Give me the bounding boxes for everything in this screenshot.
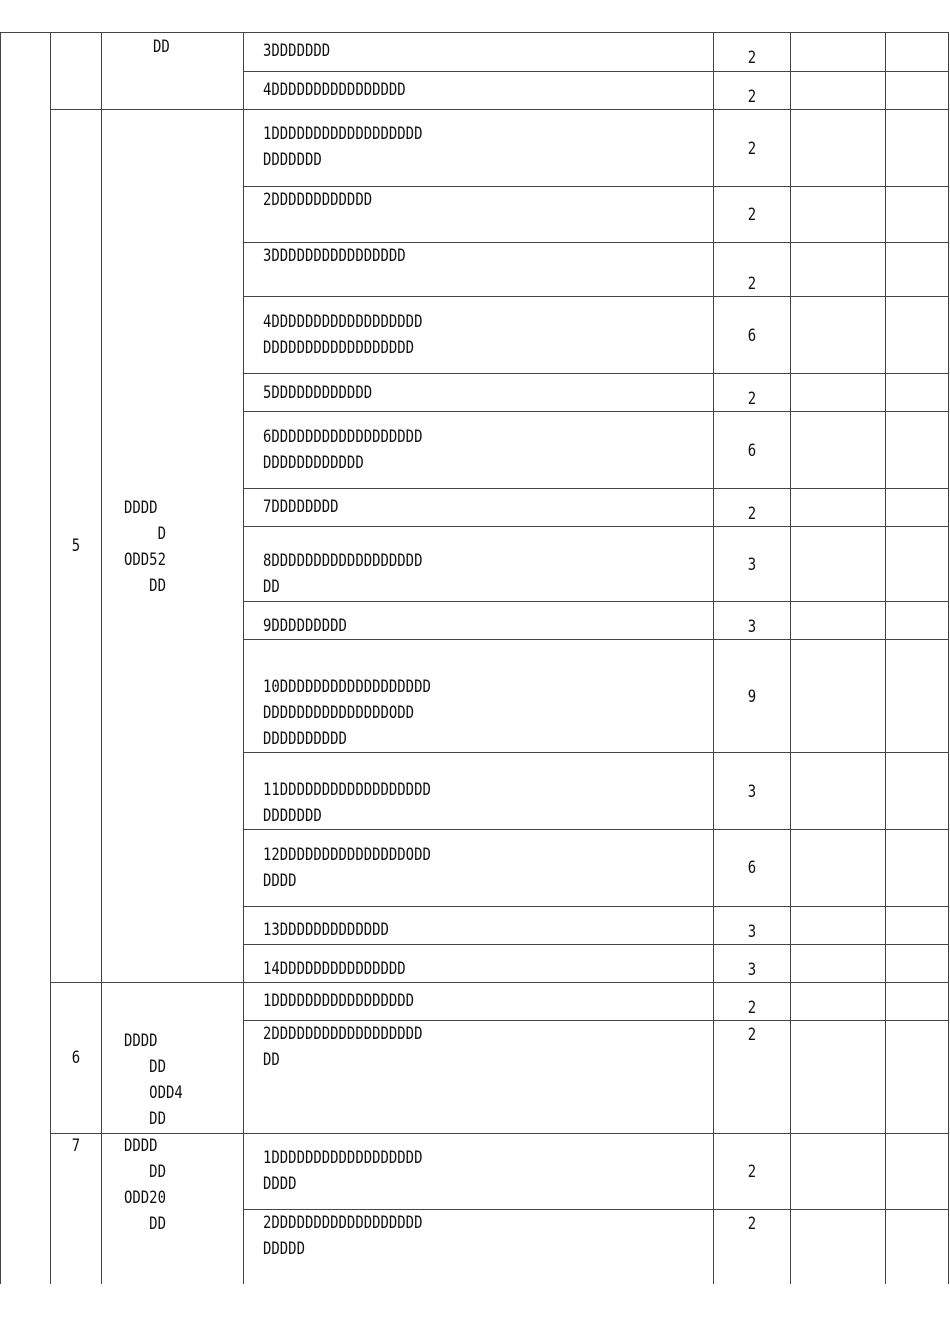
row-hours: 2 (747, 504, 757, 524)
row-content: 3DDDDDDDDDDDDDDDD (263, 246, 406, 266)
group-number: 6 (71, 1048, 81, 1068)
row-content: 5DDDDDDDDDDDD (263, 383, 373, 403)
border-right (948, 32, 949, 1284)
row-content: 11DDDDDDDDDDDDDDDDDD DDDDDDD (263, 780, 431, 826)
column-divider-5 (790, 32, 791, 1284)
row-hours: 2 (747, 205, 757, 225)
column-divider-4 (713, 32, 714, 1284)
row-separator (243, 601, 949, 602)
row-separator (243, 488, 949, 489)
row-content: 2DDDDDDDDDDDD (263, 190, 373, 210)
column-divider-3 (243, 32, 244, 1284)
row-hours: 2 (747, 1162, 757, 1182)
row-separator (243, 71, 949, 72)
row-hours: 9 (747, 687, 757, 707)
row-hours: 3 (747, 617, 757, 637)
row-separator (243, 944, 949, 945)
row-content: 1DDDDDDDDDDDDDDDDD (263, 991, 415, 1011)
row-content: 2DDDDDDDDDDDDDDDDDD DD (263, 1024, 423, 1070)
border-left (0, 32, 1, 1284)
row-hours: 2 (747, 998, 757, 1018)
row-hours: 2 (747, 139, 757, 159)
row-hours: 2 (747, 389, 757, 409)
group-category: DDDD DD ODD20 DD (124, 1136, 166, 1234)
row-hours: 6 (747, 326, 757, 346)
row-content: 1DDDDDDDDDDDDDDDDDD DDDD (263, 1148, 423, 1194)
row-separator (243, 639, 949, 640)
row-hours: 6 (747, 441, 757, 461)
group-category: DD (153, 37, 170, 57)
column-divider-1 (50, 32, 51, 1284)
group-number: 5 (71, 536, 81, 556)
row-separator (243, 752, 949, 753)
group-separator (50, 109, 949, 110)
group-separator (50, 1133, 949, 1134)
row-content: 13DDDDDDDDDDDDD (263, 920, 389, 940)
row-content: 14DDDDDDDDDDDDDDD (263, 959, 406, 979)
row-content: 1DDDDDDDDDDDDDDDDDD DDDDDDD (263, 124, 423, 170)
row-separator (243, 296, 949, 297)
row-hours: 3 (747, 782, 757, 802)
row-hours: 2 (747, 1214, 757, 1234)
row-content: 4DDDDDDDDDDDDDDDD (263, 80, 406, 100)
row-hours: 2 (747, 48, 757, 68)
group-category: DDDD D ODD52 DD (124, 498, 166, 596)
row-hours: 3 (747, 922, 757, 942)
row-content: 10DDDDDDDDDDDDDDDDDD DDDDDDDDDDDDDDDODD DDDDDDDDDD (263, 677, 431, 749)
row-separator (243, 906, 949, 907)
row-content: 8DDDDDDDDDDDDDDDDDD DD (263, 551, 423, 597)
border-top (0, 32, 949, 33)
row-hours: 2 (747, 1025, 757, 1045)
row-content: 2DDDDDDDDDDDDDDDDDD DDDDD (263, 1213, 423, 1259)
group-number: 7 (71, 1136, 81, 1156)
row-separator (243, 526, 949, 527)
row-hours: 2 (747, 274, 757, 294)
column-divider-6 (885, 32, 886, 1284)
group-separator (50, 982, 949, 983)
row-separator (243, 411, 949, 412)
column-divider-2 (101, 32, 102, 1284)
row-hours: 3 (747, 960, 757, 980)
row-content: 12DDDDDDDDDDDDDDDODD DDDD (263, 845, 431, 891)
row-content: 4DDDDDDDDDDDDDDDDDD DDDDDDDDDDDDDDDDDD (263, 312, 423, 358)
row-content: 3DDDDDDD (263, 41, 331, 61)
row-hours: 2 (747, 87, 757, 107)
row-content: 6DDDDDDDDDDDDDDDDDD DDDDDDDDDDDD (263, 427, 423, 473)
row-hours: 3 (747, 555, 757, 575)
group-category: DDDD DD ODD4 DD (124, 1031, 183, 1129)
row-separator (243, 829, 949, 830)
row-content: 7DDDDDDDD (263, 497, 339, 517)
row-hours: 6 (747, 858, 757, 878)
row-separator (243, 373, 949, 374)
row-content: 9DDDDDDDDD (263, 616, 347, 636)
